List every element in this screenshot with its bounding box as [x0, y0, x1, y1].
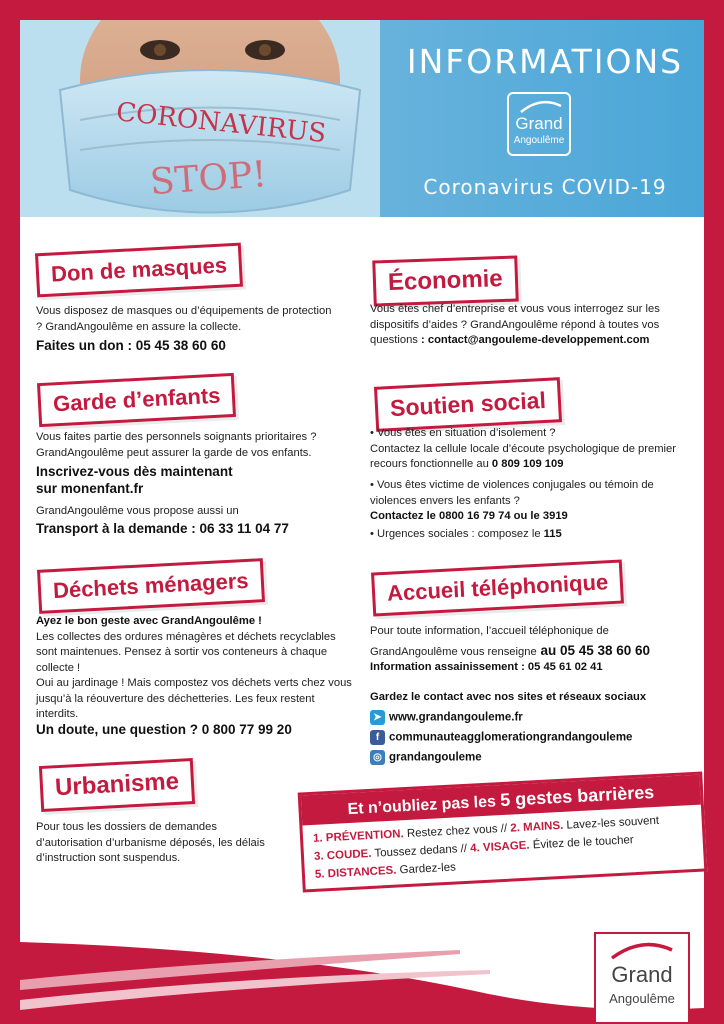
dechets-text-1: Les collectes des ordures ménagères et déchets recyclables sont maintenues. Pensez à sortir vos conteneurs à chaque collecte !	[36, 630, 336, 674]
accueil-text-2: GrandAngoulême vous renseigne	[370, 646, 537, 658]
barrier-visage: 4. VISAGE.	[469, 839, 530, 855]
grandangouleme-logo	[507, 92, 571, 156]
accueil-contact-title: Gardez le contact avec nos sites et réseaux sociaux	[370, 691, 647, 703]
dechets-cta: Un doute, une question ? 0 800 77 99 20	[36, 722, 292, 737]
masques-description: Vous disposez de masques ou d’équipements de protection ? GrandAngoulême en assure la collecte.	[36, 305, 332, 333]
masques-text	[36, 304, 336, 335]
dechets-intro: Ayez le bon geste avec GrandAngoulême !	[36, 615, 262, 627]
logo-swoosh-icon	[519, 100, 563, 114]
instagram-link-text: grandangouleme	[389, 751, 482, 764]
web-link-text: www.grandangouleme.fr	[389, 711, 523, 724]
heading-dechets-menagers: Déchets ménagers	[37, 558, 265, 614]
barrier-title-b: 5 gestes barrières	[499, 782, 655, 811]
footer-logo-swoosh-icon	[610, 942, 674, 960]
social-item-1-desc: Contactez la cellule locale d’écoute psychologique de premier recours fonctionnelle au	[370, 442, 676, 470]
accueil-text-2-row	[370, 641, 700, 661]
heading-economie: Économie	[372, 255, 518, 306]
logo-text-top: Grand	[515, 114, 563, 133]
social-item-2-phone: Contactez le 0800 16 79 74 ou le 3919	[370, 510, 568, 522]
social-item-1-question: • Vous êtes en situation d’isolement ?	[370, 427, 556, 439]
enfants-cta-2: sur monenfant.fr	[36, 481, 144, 496]
social-item-3-number: 115	[543, 528, 562, 540]
mask-text-coronavirus: CORONAVIRUS	[114, 97, 328, 150]
dechets-text-2: Oui au jardinage ! Mais compostez vos déchets verts chez vous jusqu’à la réouverture des déchetteries. Les feux restent interdits.	[36, 677, 352, 720]
social-item-2	[370, 478, 692, 525]
social-item-3-text: • Urgences sociales : composez le	[370, 528, 544, 540]
page-subtitle: Coronavirus COVID-19	[423, 175, 667, 199]
footer-logo	[594, 932, 690, 1024]
page-title: INFORMATIONS	[406, 42, 684, 81]
heading-don-de-masques: Don de masques	[35, 243, 243, 298]
social-item-1	[370, 426, 692, 473]
enfants-description: Vous faites partie des personnels soignants prioritaires ? GrandAngoulême peut assurer la garde de vos enfants.	[36, 431, 317, 459]
enfants-cta-3: Transport à la demande : 06 33 11 04 77	[36, 521, 289, 536]
enfants-text-2: GrandAngoulême vous propose aussi un	[36, 505, 239, 517]
barrier-prevention: 1. PRÉVENTION.	[312, 828, 405, 845]
telegram-icon: ➤	[370, 710, 385, 725]
footer-logo-text-top: Grand	[611, 962, 673, 987]
dechets-text	[36, 614, 356, 723]
barrier-visage-text: Évitez de le toucher	[529, 834, 634, 852]
facebook-link-text: communauteagglomerationgrandangouleme	[389, 731, 633, 744]
facebook-icon: f	[370, 730, 385, 745]
logo-text-bottom: Angoulême	[513, 135, 565, 146]
social-item-3	[370, 527, 692, 543]
social-link-instagram[interactable]	[370, 750, 482, 765]
heading-urbanisme: Urbanisme	[39, 758, 195, 812]
barrier-coude-text: Toussez dedans //	[371, 842, 471, 860]
barrier-distances-text: Gardez-les	[396, 861, 457, 877]
barrier-title-a: Et n’oubliez pas les	[347, 793, 501, 819]
mask-text-stop: STOP!	[148, 154, 269, 204]
social-item-1-text	[370, 442, 692, 473]
masques-cta: Faites un don : 05 45 38 60 60	[36, 338, 226, 353]
header-banner	[20, 20, 704, 217]
barrier-mains: 2. MAINS.	[510, 819, 564, 835]
instagram-icon: ◎	[370, 750, 385, 765]
economie-description: Vous êtes chef d’entreprise et vous vous interrogez sur les dispositifs d’aides ? GrandAngoulême répond à toutes vos questions	[370, 303, 660, 346]
accueil-text-1: Pour toute information, l’accueil téléphonique de	[370, 625, 609, 637]
social-link-web[interactable]	[370, 710, 523, 725]
footer-logo-text-bottom: Angoulême	[609, 991, 675, 1006]
urbanisme-text: Pour tous les dossiers de demandes d’autorisation d’urbanisme déposés, les délais d’instruction sont suspendus.	[36, 821, 265, 864]
barrier-gestures-box	[298, 771, 708, 892]
barrier-mains-text: Lavez-les souvent	[562, 814, 660, 832]
enfants-cta-1: Inscrivez-vous dès maintenant	[36, 464, 233, 479]
heading-garde-enfants: Garde d’enfants	[37, 373, 237, 427]
heading-soutien-social: Soutien social	[374, 377, 562, 432]
barrier-line-3	[315, 862, 456, 881]
economie-text	[370, 302, 690, 349]
masked-face-photo	[20, 20, 380, 217]
social-item-1-phone: 0 809 109 109	[488, 458, 564, 470]
heading-accueil-telephonique: Accueil téléphonique	[371, 559, 624, 616]
barrier-coude: 3. COUDE.	[313, 847, 372, 863]
accueil-phone: au 05 45 38 60 60	[536, 643, 651, 658]
social-link-facebook[interactable]	[370, 730, 632, 745]
social-item-2-question: • Vous êtes victime de violences conjugales ou témoin de violences envers les enfants ?	[370, 479, 654, 507]
accueil-assainissement: Information assainissement : 05 45 61 02 41	[370, 661, 603, 673]
economie-contact: : contact@angouleme-developpement.com	[417, 334, 650, 346]
barrier-distances: 5. DISTANCES.	[314, 864, 397, 881]
barrier-prevention-text: Restez chez vous //	[403, 822, 511, 841]
